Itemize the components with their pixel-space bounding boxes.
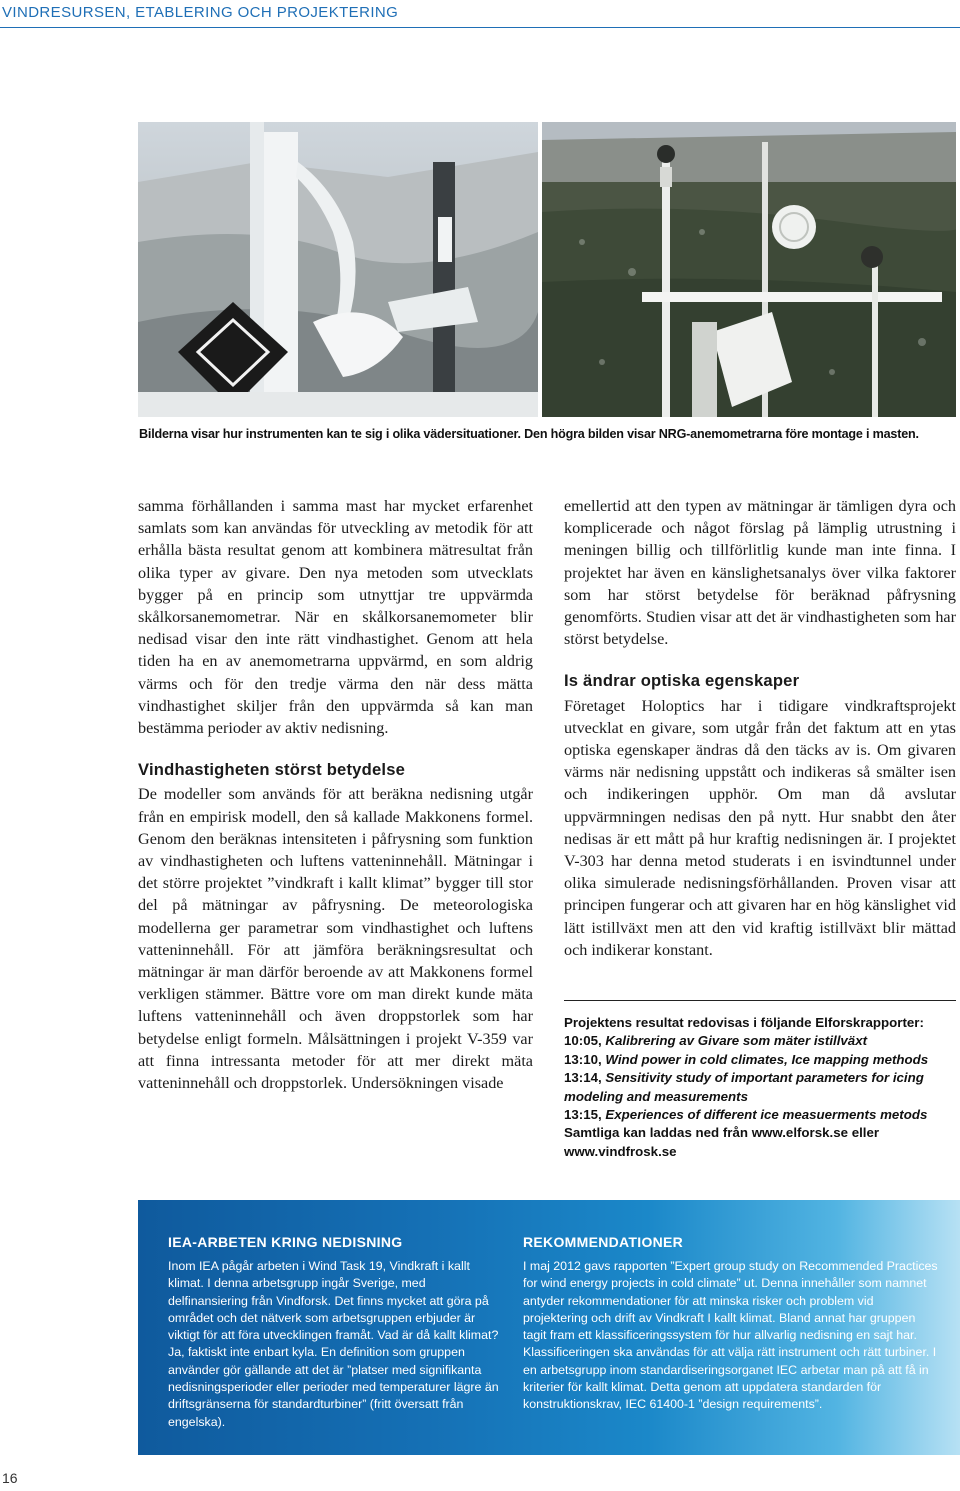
right-subheading: Is ändrar optiska egenskaper <box>564 671 800 691</box>
reports-intro: Projektens resultat redovisas i följande Elforskrapporter: <box>564 1015 924 1030</box>
iea-title: IEA-ARBETEN KRING NEDISNING <box>168 1234 403 1250</box>
report-item <box>564 1032 960 1050</box>
report-number: 13:15, <box>564 1107 606 1123</box>
left-paragraph-2: De modeller som används för att beräkna nedisning utgår från en empirisk modell, den så kallade Makkonens formel. Genom den beräknas intensiteten i påfrysning som funktion av vindhastigheten och luftens vatteninnehåll. Mätningar i det större projektet ”vindkraft i kallt klimat” bygger till stor del på mätningar av påfrysning. De meteorologiska modellerna ger parametrar som vindhastighet och luftens vatteninnehåll. För att jämföra beräkningsresultat och mätningar är man därför beroende av att Makkonens formel verkligen stämmer. Bättre vore om man direkt kunde mäta luftens vatteninnehåll och även droppstorlek som har betydelse enligt formeln. Målsättningen i projekt V-359 var att finna intressanta metoder för att mer direkt mäta vatteninnehåll och droppstorlek. Undersökningen visade <box>138 785 533 1093</box>
recommendations-title: REKOMMENDATIONER <box>523 1234 684 1250</box>
report-number: 13:14, <box>564 1070 606 1086</box>
recommendations-text: I maj 2012 gavs rapporten ”Expert group study on Recommended Practices for wind energy projects in cold climate” ut. Denna innehåller som namnet antyder rekommendationer för att minska risker och problem vid projektering och drift av Vindkraft I kallt klimat. Bland annat har gruppen tagit fram ett klassificeringssystem för hur allvarlig nedisning en sajt har. Klassificeringen ska användas för att välja rätt instrument och rätt turbiner. I en arbetsgrupp inom standardiseringsorganet IEC arbetar man på att få in kriterier för kallt klimat. Detta genom att uppdatera standarden för konstruktionskrav, IEC 61400-1 ”design requirements”. <box>523 1259 938 1412</box>
photo-caption: Bilderna visar hur instrumenten kan te sig i olika vädersituationer. Den högra bilden visar NRG-anemometrarna före montage i masten. <box>139 427 919 441</box>
report-title: Wind power in cold climates, Ice mapping methods <box>605 1051 929 1067</box>
report-title: Experiences of different ice measuerments metods <box>605 1107 928 1123</box>
page-header <box>0 0 960 30</box>
reports-box <box>564 1014 960 1161</box>
recommendations-box <box>523 1234 938 1414</box>
report-number: 10:05, <box>564 1033 606 1049</box>
report-title: Kalibrering av Givare som mäter istillväxt <box>605 1033 868 1049</box>
report-title: Sensitivity study of important parameters for icing modeling and measurements <box>564 1070 924 1104</box>
iea-text: Inom IEA pågår arbeten i Wind Task 19, Vindkraft i kallt klimat. I denna arbetsgrupp ingår Sverige, med delfinansiering från Vindforsk. Det finns mycket att göra på området och det nätverk som arbetsgruppen erbjuder är viktigt för att föra utvecklingen framåt. Vad är då kallt klimat? Ja, faktiskt inte enbart kyla. En definition som gruppen använder gör gällande att det är ”platser med signifikanta nedisningsperioder eller perioder med temperaturer lägre än driftsgränserna för standardturbiner” (fritt översatt från engelska). <box>168 1259 499 1429</box>
reports-download-note: Samtliga kan laddas ned från www.elforsk.se eller www.vindfrosk.se <box>564 1125 880 1159</box>
iced-instrument-mast-photo <box>138 122 538 417</box>
right-text-column <box>564 495 956 961</box>
report-item <box>564 1106 960 1124</box>
report-number: 13:10, <box>564 1051 606 1067</box>
iea-box <box>168 1234 503 1431</box>
info-banner <box>138 1200 960 1455</box>
page-number: 16 <box>2 1470 18 1486</box>
reports-divider <box>564 1000 956 1001</box>
right-paragraph-1: emellertid att den typen av mätningar är tämligen dyra och komplicerade och något förslag på lämplig utrustning i meningen billig och tillförlitlig kunde man inte finna. I projektet har även en känslighetsanalys över vilka faktorer som har störst betydelse för beräknad påfrysning genomförts. Studien visar att det är vindhastigheten som har störst betydelse. <box>564 497 956 649</box>
left-paragraph-1: samma förhållanden i samma mast har mycket erfarenhet samlats som kan användas för utveckling av metodik för att erhålla bästa resultat genom att kombinera mätresultat från olika typer av givare. Den nya metoden som utvecklats bygger på en princip som utnyttjar tre uppvärmda skålkorsanemometrar. När en skålkorsanemometer blir nedisad visar den inte rätt vindhastighet. Genom att hela tiden ha en av anemometrarna uppvärmd, en som aldrig värms och för den tredje värma den när dess mätta vindhastighet skiljer från den uppvärmda så kan man bestämma perioder av aktiv nedisning. <box>138 497 533 738</box>
section-title: VINDRESURSEN, ETABLERING OCH PROJEKTERING <box>2 4 399 21</box>
right-paragraph-2: Företaget Holoptics har i tidigare vindkraftsprojekt utvecklat en givare, som utgår från det faktum att en ytas optiska egenskaper ändras då den täcks av is. Om givaren värms när nedisning uppstått och indikeras så smälter isen och indikeringen upphör. Om man då avslutar uppvärmningen nedisas den på nytt. Hur snabbt den åter nedisas är ett mått på hur kraftig nedisningen är. I projektet V-303 har denna metod studerats i en isvindtunnel under olika simulerade nedisningsförhållanden. Proven visar att principen fungerar och att givaren har en hög känslighet vid lätt istillväxt men att den vid kraftig istillväxt blir mättad och indikerar konstant. <box>564 696 956 959</box>
report-item <box>564 1069 960 1106</box>
anemometer-mast-over-forest-photo <box>542 122 956 417</box>
header-divider <box>0 27 960 28</box>
left-text-column <box>138 495 533 1094</box>
report-item <box>564 1051 960 1069</box>
left-subheading: Vindhastigheten störst betydelse <box>138 760 406 780</box>
